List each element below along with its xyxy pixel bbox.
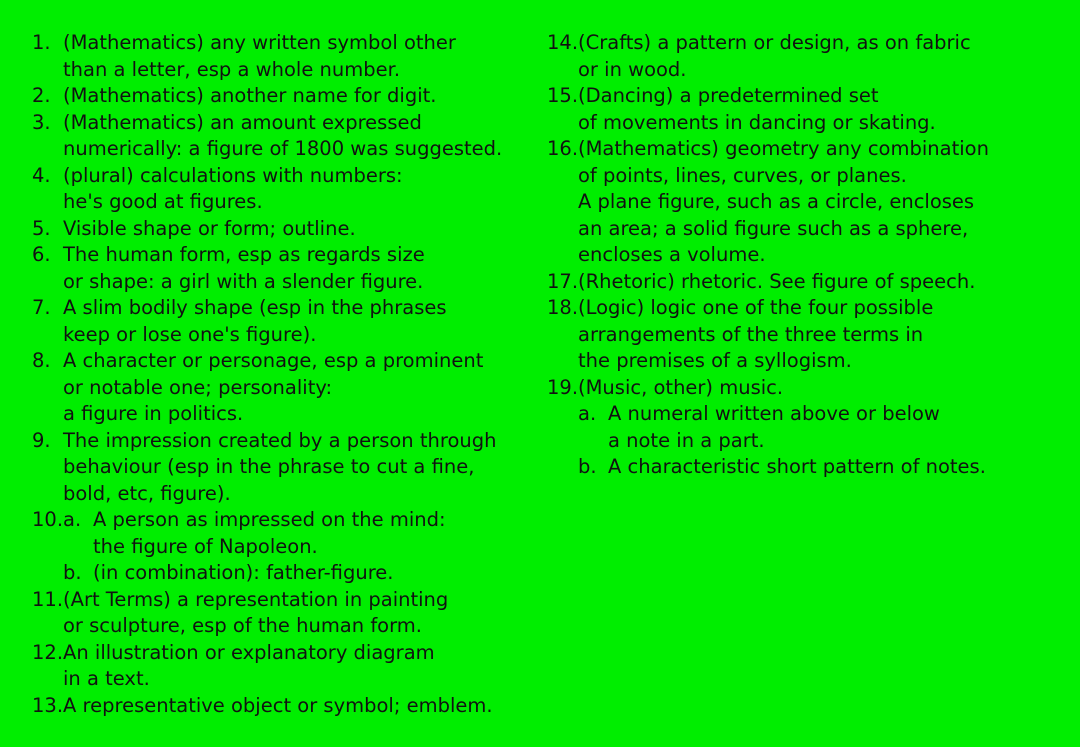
entry-text-line: (Crafts) a pattern or design, as on fabric [578,31,971,54]
entry-number: 18. [547,296,579,319]
sub-entry [578,401,1067,454]
entry-number: 5. [32,216,51,240]
entry-number: 17. [547,269,579,293]
definition-entry [32,640,532,693]
entry-number: 16. [547,137,579,160]
sub-entry-letter: a. [578,402,597,425]
sub-entry-letter: b. [578,455,597,478]
entry-number: 14. [547,31,579,54]
entry-body [63,507,532,587]
entry-text-line: The impression created by a person through [63,428,497,452]
entry-number: 1. [32,31,51,54]
entry-body [63,30,532,83]
entry-body [578,136,1067,269]
entry-text-line: an area; a solid figure such as a sphere, [578,216,969,240]
entry-text-line: (Mathematics) another name for digit. [63,84,437,107]
entry-body [63,587,532,640]
entry-text-line: (Art Terms) a representation in painting [63,587,449,611]
sub-entry-text-line: (in combination): father-figure. [93,561,394,584]
definition-entry [32,428,532,508]
entry-body [578,269,1067,296]
entry-text-line: The human form, esp as regards size [63,243,425,266]
entry-text-line: of movements in dancing or skating. [578,110,936,134]
sub-entry [578,454,1067,481]
definition-entry [547,269,1067,296]
entry-number: 7. [32,296,51,319]
entry-body [578,295,1067,375]
entry-text-line: or in wood. [578,57,687,81]
definition-entry [547,375,1067,481]
entry-text-line: bold, etc, figure). [63,481,231,505]
entry-body [63,216,532,243]
definition-entry [32,216,532,243]
entry-number: 15. [547,84,579,107]
entry-text-line: (Logic) logic one of the four possible [578,296,934,319]
sub-entry-body [608,454,1067,481]
entry-body [63,83,532,110]
definition-entry [547,30,1067,83]
entry-text-line: encloses a volume. [578,243,766,266]
sub-entry-body [93,507,532,560]
entry-text-line: behaviour (esp in the phrase to cut a fine, [63,455,475,478]
entry-text-line: keep or lose one's figure). [63,322,317,346]
entry-text-line: arrangements of the three terms in [578,322,924,346]
definition-entry [32,242,532,295]
entry-body [578,30,1067,83]
entry-text-line: A plane figure, such as a circle, encloses [578,190,975,213]
entry-text-line: (Mathematics) geometry any combination [578,137,989,160]
sub-entry-letter: b. [63,561,82,584]
entry-text-line: of points, lines, curves, or planes. [578,163,907,187]
definition-entry [32,110,532,163]
sub-entry-letter: a. [63,508,82,531]
entry-body [63,640,532,693]
entry-body [63,242,532,295]
entry-number: 13. [32,693,64,717]
entry-number: 12. [32,640,64,664]
entry-text-line: the premises of a syllogism. [578,349,852,372]
definition-entry [547,295,1067,375]
entry-text-line: A representative object or symbol; emblem. [63,693,493,717]
entry-number: 6. [32,243,51,266]
definition-entry [32,295,532,348]
entry-text-line: than a letter, esp a whole number. [63,57,401,81]
entry-body [63,110,532,163]
entry-number: 11. [32,587,64,611]
entry-body [63,348,532,428]
sub-entry-text-line: the figure of Napoleon. [93,534,318,558]
sub-entry-body [608,401,1067,454]
entry-number: 3. [32,110,51,134]
entry-body [578,375,1067,481]
entry-text-line: he's good at figures. [63,190,263,213]
definition-entry [32,507,532,587]
sub-entry-text-line: A numeral written above or below [608,402,940,425]
entry-number: 2. [32,84,51,107]
entry-body [63,693,532,720]
entry-body [578,83,1067,136]
entry-text-line: (Mathematics) any written symbol other [63,31,456,54]
sub-entry [63,560,532,587]
entry-number: 8. [32,349,51,372]
entry-number: 19. [547,375,579,399]
entry-text-line: (Mathematics) an amount expressed [63,110,422,134]
entry-text-line: in a text. [63,667,150,690]
entry-text-line: or notable one; personality: [63,375,333,399]
definitions-column-left [32,30,532,719]
entry-text-line: numerically: a figure of 1800 was suggested. [63,137,503,160]
definitions-column-right [547,30,1067,481]
definition-entry [547,136,1067,269]
entry-text-line: (plural) calculations with numbers: [63,163,403,187]
sub-entry-text-line: a note in a part. [608,428,765,452]
entry-text-line: or shape: a girl with a slender figure. [63,269,424,293]
sub-entry [63,507,532,560]
definition-entry [32,163,532,216]
entry-number: 9. [32,428,51,452]
definition-entry [32,693,532,720]
entry-text-line: a figure in politics. [63,402,244,425]
entry-body [63,295,532,348]
definition-entry [32,30,532,83]
sub-entry-text-line: A person as impressed on the mind: [93,508,446,531]
entry-text-line: An illustration or explanatory diagram [63,640,435,664]
sub-entry-text-line: A characteristic short pattern of notes. [608,455,986,478]
definition-entry [32,348,532,428]
entry-body [63,163,532,216]
entry-text-line: Visible shape or form; outline. [63,216,356,240]
entry-text-line: A slim bodily shape (esp in the phrases [63,296,447,319]
entry-number: 4. [32,163,51,187]
entry-text-line: (Music, other) music. [578,375,784,399]
sub-entry-body [93,560,532,587]
entry-text-line: or sculpture, esp of the human form. [63,614,422,637]
entry-number: 10. [32,508,64,531]
entry-body [63,428,532,508]
definition-entry [547,83,1067,136]
entry-text-line: (Dancing) a predetermined set [578,84,879,107]
definition-entry [32,587,532,640]
definition-entry [32,83,532,110]
entry-text-line: A character or personage, esp a prominent [63,349,484,372]
entry-text-line: (Rhetoric) rhetoric. See figure of speech. [578,269,976,293]
